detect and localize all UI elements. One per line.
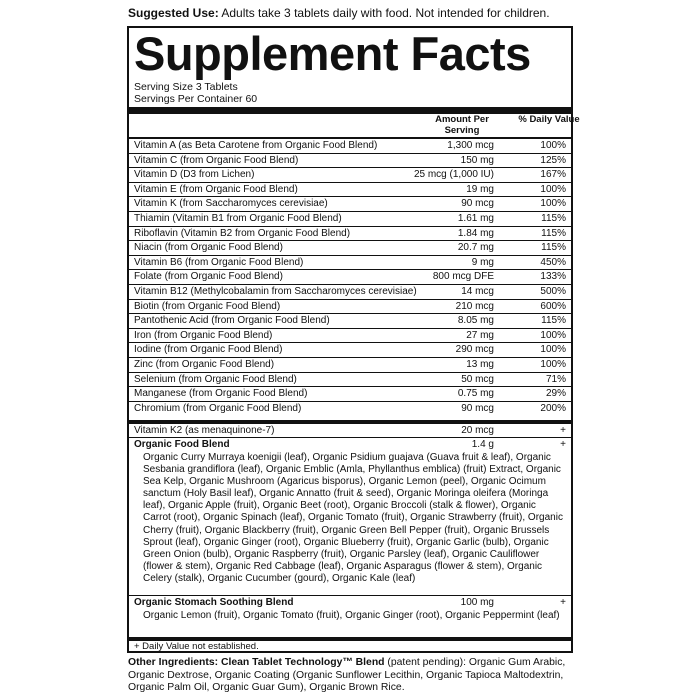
footnote: + Daily Value not established.: [134, 641, 259, 652]
nutrient-row: [129, 256, 571, 271]
nutrient-row: [129, 197, 571, 212]
nutrient-row: [129, 300, 571, 315]
nutrient-row: [129, 168, 571, 183]
nutrient-row: [129, 139, 571, 154]
nutrient-row: [129, 358, 571, 373]
nutrient-name: Pantothenic Acid (from Organic Food Blend): [134, 315, 330, 327]
nutrient-row: [129, 183, 571, 198]
nutrient-dv: 29%: [545, 388, 566, 400]
nutrient-dv: 450%: [540, 256, 566, 268]
nutrient-row: [129, 373, 571, 388]
header-daily-value: % Daily Value: [518, 114, 580, 125]
nutrient-row: [129, 241, 571, 256]
nutrient-row: [129, 387, 571, 402]
nutrient-amount: 50 mcg: [461, 373, 494, 385]
other-ingredients-text: (patent pending): Organic Gum Arabic, Organic Dextrose, Organic Coating (Organic Sunflower Lecithin, Organic Tapioca Maltodextrin, Organic Palm Oil, Organic Guar Gum), Organic Brown Rice.: [128, 657, 566, 694]
nutrient-amount: 8.05 mg: [457, 315, 494, 327]
nutrient-amount: 800 mcg DFE: [432, 271, 494, 283]
nutrient-dv: 115%: [541, 242, 566, 254]
food-blend-row: [129, 438, 571, 451]
nutrient-row: [129, 402, 571, 417]
nutrient-amount: 150 mg: [460, 154, 494, 166]
nutrient-name: Vitamin C (from Organic Food Blend): [134, 154, 299, 166]
nutrient-dv: 100%: [540, 198, 566, 210]
nutrient-dv: 600%: [540, 300, 566, 312]
nutrient-name: Vitamin K (from Saccharomyces cerevisiae): [134, 198, 328, 210]
nutrient-amount: 20.7 mg: [457, 242, 494, 254]
nutrient-amount: 13 mg: [466, 359, 494, 370]
nutrient-amount: 25 mcg (1,000 IU): [413, 169, 494, 181]
nutrient-amount: 210 mcg: [455, 300, 494, 312]
nutrient-name: Biotin (from Organic Food Blend): [134, 300, 281, 312]
nutrient-row: [129, 314, 571, 329]
nutrient-name: Riboflavin (Vitamin B2 from Organic Food Blend): [134, 227, 351, 239]
nutrient-dv: 100%: [540, 183, 566, 195]
food-blend-ingredients: Organic Curry Murraya koenigii (leaf), Organic Psidium guajava (Guava fruit & leaf), Organic Sesbania grandiflora (leaf), Organic Emblic (Amla, Phyllanthus emblica) (fruit) Extract, Organic Sea Kelp, Organic Mushroom (Agaricus bisporus), Organic Lemon (peel), Organic Ocimum sanctum (Holy Basil leaf), Organic Annatto (fruit & seed), Organic Moringa oleifera (Moringa leaf), Organic Apple (fruit), Organic Beet (root), Organic Broccoli (stalk & flower), Organic Carrot (root), Organic Spinach (leaf), Organic Tomato (fruit), Organic Strawberry (fruit), Organic Cherry (fruit), Organic Blackberry (fruit), Organic Green Bell Pepper (fruit), Organic Brussels Sprout (leaf), Organic Ginger (root), Organic Blueberry (fruit), Organic Garlic (bulb), Organic Green Onion (bulb), Organic Raspberry (fruit), Organic Parsley (leaf), Organic Cauliflower (flower & stem), Organic Red Cabbage (leaf), Organic Asparagus (flower & stem), Organic Celery (stalk), Organic Cucumber (gourd), Organic Kale (leaf): [143, 452, 563, 584]
nutrient-dv: 100%: [540, 140, 566, 151]
nutrient-name: Zinc (from Organic Food Blend): [134, 359, 275, 370]
k2-name: Vitamin K2 (as menaquinone-7): [134, 425, 275, 436]
stomach-blend-row: [129, 596, 571, 609]
nutrient-amount: 19 mg: [466, 183, 494, 195]
suggested-use: [128, 6, 578, 21]
nutrient-name: Vitamin E (from Organic Food Blend): [134, 183, 298, 195]
nutrient-name: Vitamin A (as Beta Carotene from Organic Food Blend): [134, 140, 378, 151]
stomach-blend-dv: +: [560, 597, 566, 608]
header-amount: Amount Per Serving: [435, 114, 489, 136]
nutrient-row: [129, 343, 571, 358]
suggested-use-text: Adults take 3 tablets daily with food. Not intended for children.: [218, 6, 550, 20]
nutrient-amount: 290 mcg: [455, 344, 494, 356]
nutrient-name: Vitamin B12 (Methylcobalamin from Saccharomyces cerevisiae): [134, 286, 417, 297]
nutrient-amount: 1,300 mcg: [447, 140, 494, 151]
k2-amount: 20 mcg: [461, 425, 494, 436]
nutrient-name: Vitamin B6 (from Organic Food Blend): [134, 256, 304, 268]
nutrient-name: Folate (from Organic Food Blend): [134, 271, 283, 283]
nutrient-row: [129, 285, 571, 300]
k2-row: [129, 424, 571, 437]
nutrient-dv: 167%: [540, 169, 566, 181]
nutrient-dv: 115%: [541, 213, 566, 224]
nutrient-dv: 115%: [541, 227, 566, 239]
nutrient-name: Thiamin (Vitamin B1 from Organic Food Blend): [134, 213, 342, 224]
serving-info: [134, 82, 257, 105]
nutrient-name: Chromium (from Organic Food Blend): [134, 402, 302, 414]
stomach-blend-ingredients: Organic Lemon (fruit), Organic Tomato (fruit), Organic Ginger (root), Organic Peppermint (leaf): [143, 610, 560, 621]
other-ingredients-label: Other Ingredients: Clean Tablet Technology™ Blend: [128, 657, 385, 668]
nutrient-name: Niacin (from Organic Food Blend): [134, 242, 283, 254]
nutrient-amount: 9 mg: [471, 256, 494, 268]
stomach-blend-amount: 100 mg: [460, 597, 494, 608]
nutrient-row: [129, 270, 571, 285]
nutrient-dv: 100%: [540, 329, 566, 341]
nutrient-name: Selenium (from Organic Food Blend): [134, 373, 297, 385]
nutrient-amount: 1.84 mg: [457, 227, 494, 239]
nutrient-dv: 100%: [540, 344, 566, 356]
nutrient-dv: 71%: [545, 373, 566, 385]
nutrient-name: Manganese (from Organic Food Blend): [134, 388, 308, 400]
nutrient-name: Vitamin D (D3 from Lichen): [134, 169, 255, 181]
thick-divider: [129, 107, 571, 114]
nutrient-amount: 27 mg: [466, 329, 494, 341]
food-blend-dv: +: [560, 439, 566, 450]
stomach-blend-name: Organic Stomach Soothing Blend: [134, 597, 294, 608]
other-ingredients: [128, 657, 578, 695]
nutrient-dv: 500%: [540, 286, 566, 297]
nutrient-row: [129, 227, 571, 242]
suggested-use-label: Suggested Use:: [128, 6, 219, 20]
nutrient-dv: 200%: [540, 402, 566, 414]
nutrient-amount: 1.61 mg: [457, 213, 494, 224]
food-blend-name: Organic Food Blend: [134, 439, 230, 450]
serving-size: Serving Size 3 Tablets: [134, 81, 238, 93]
nutrient-dv: 100%: [540, 359, 566, 370]
nutrient-amount: 0.75 mg: [457, 388, 494, 400]
nutrient-dv: 115%: [541, 315, 566, 327]
nutrient-dv: 133%: [540, 271, 566, 283]
nutrient-row: [129, 212, 571, 227]
k2-dv: +: [560, 425, 566, 436]
nutrient-row: [129, 154, 571, 169]
nutrient-name: Iron (from Organic Food Blend): [134, 329, 273, 341]
supplement-facts-panel: [127, 26, 580, 653]
servings-per-container: Servings Per Container 60: [134, 92, 258, 105]
nutrient-row: [129, 329, 571, 344]
nutrient-amount: 14 mcg: [461, 286, 494, 297]
nutrient-amount: 90 mcg: [461, 402, 494, 414]
nutrient-amount: 90 mcg: [461, 198, 494, 210]
panel-title: Supplement Facts: [134, 27, 531, 80]
nutrient-name: Iodine (from Organic Food Blend): [134, 344, 283, 356]
nutrient-dv: 125%: [540, 154, 566, 166]
food-blend-amount: 1.4 g: [471, 439, 494, 450]
